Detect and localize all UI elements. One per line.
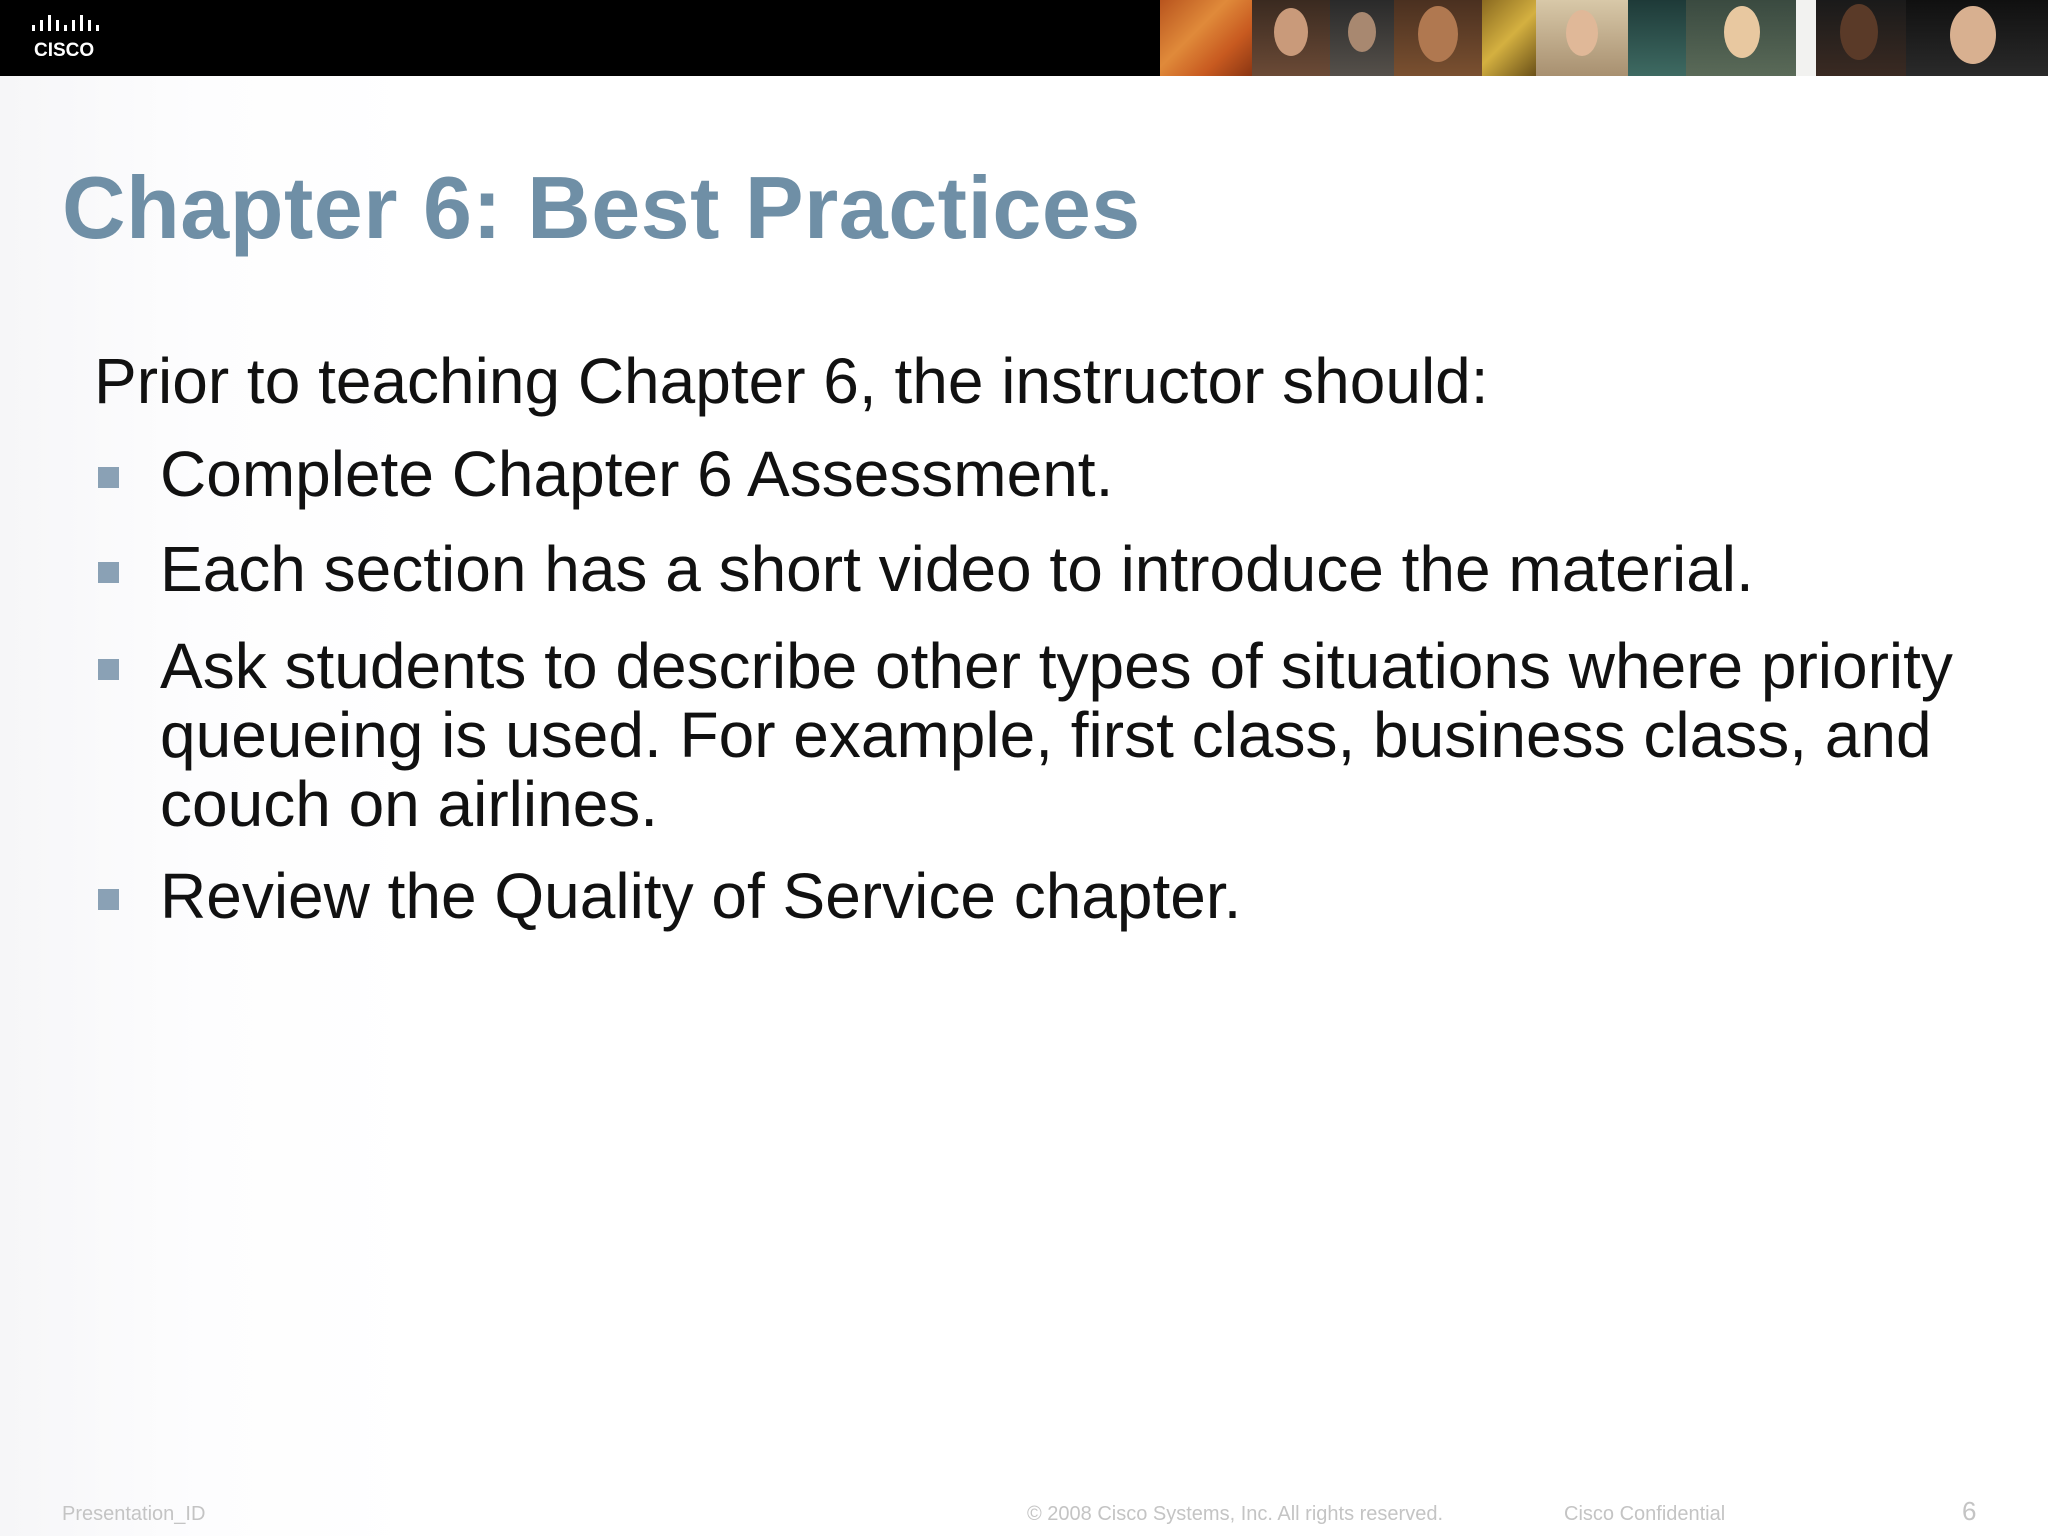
presentation-id: Presentation_ID: [62, 1503, 206, 1525]
bullet-text: Ask students to describe other types of situations where priority queueing is used. For example, first class, business class, and couch on airlines.: [160, 630, 1953, 840]
header-bar: [0, 0, 2048, 76]
cisco-logo-text: CISCO: [34, 40, 95, 61]
bullet-text: Complete Chapter 6 Assessment.: [160, 438, 1114, 510]
cisco-bridge-logo-icon: [30, 14, 120, 62]
slide-title: Chapter 6: Best Practices: [62, 158, 1141, 257]
square-bullet-icon: [98, 659, 119, 680]
confidential-label: Cisco Confidential: [1564, 1503, 1726, 1525]
square-bullet-icon: [98, 467, 119, 488]
square-bullet-icon: [98, 562, 119, 583]
header-photo-strip: [1160, 0, 2048, 76]
copyright-text: © 2008 Cisco Systems, Inc. All rights reserved.: [1027, 1503, 1444, 1525]
bullet-text: Each section has a short video to introduce the material.: [160, 533, 1754, 605]
page-number: 6: [1962, 1496, 1977, 1526]
square-bullet-icon: [98, 889, 119, 910]
bullet-text: Review the Quality of Service chapter.: [160, 860, 1242, 932]
intro-text: Prior to teaching Chapter 6, the instructor should:: [94, 345, 1489, 417]
